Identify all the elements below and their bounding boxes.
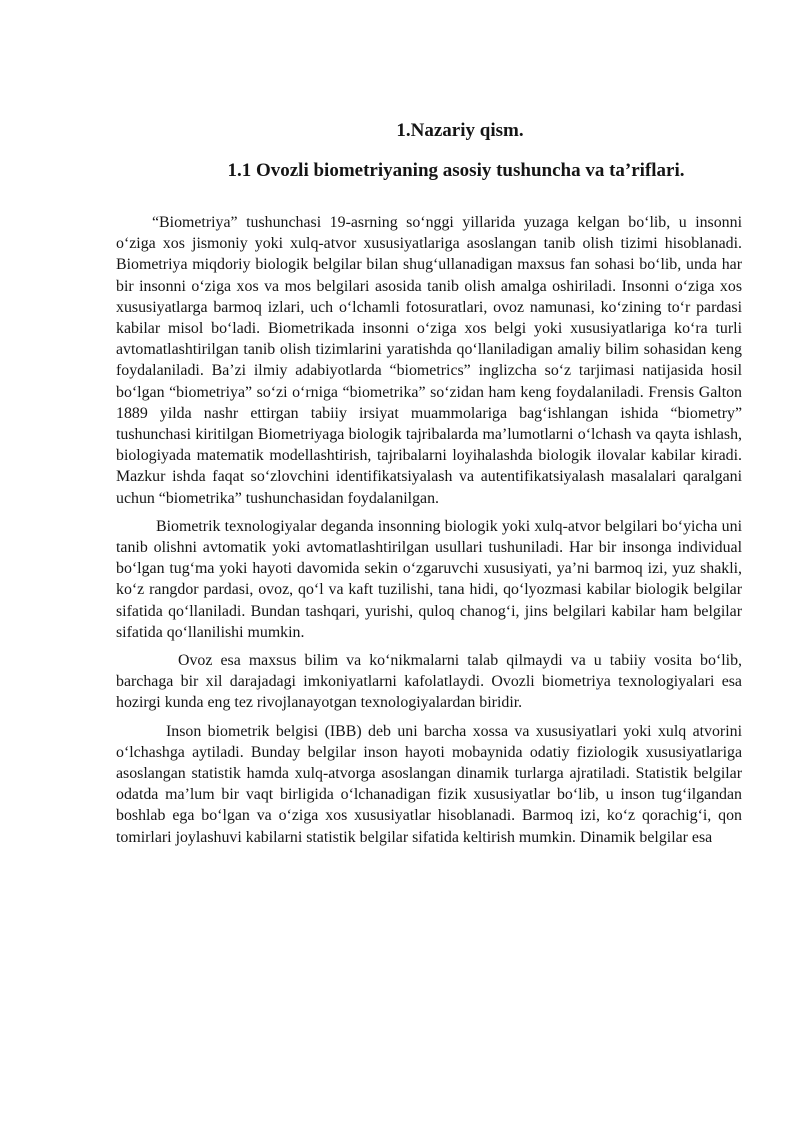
paragraph-ibb: Inson biometrik belgisi (IBB) deb uni barcha xossa va xususiyatlari yoki xulq atvorini o‘lchashga aytiladi. Bunday belgilar inson hayoti mobaynida odatiy fiziologik xususiyatlariga asoslangan statistik hamda xulq-atvorga asoslangan dinamik turlarga ajratiladi. Statistik belgilar odatda ma’lum bir vaqt birligida o‘lchanadigan fizik xususiyatlar bo‘lib, u inson tug‘ilgandan boshlab ega bo‘lgan va o‘ziga xos xususiyatlar hisoblanadi. Barmoq izi, ko‘z qorachig‘i, qon tomirlari joylashuvi kabilarni statistik belgilar sifatida keltirish mumkin. Dinamik belgilar esa [116, 722, 742, 846]
body-text [116, 212, 742, 855]
subsection-heading: 1.1 Ovozli biometriyaning asosiy tushuncha va ta’riflari. [227, 160, 685, 181]
paragraph-biometriya-definition: “Biometriya” tushunchasi 19-asrning so‘nggi yillarida yuzaga kelgan bo‘lib, u insonni o‘ziga xos jismoniy yoki xulq-atvor xususiyatlariga asoslangan tanib olish tizimi hisoblanadi. Biometriya miqdoriy biologik belgilar bilan shug‘ullanadigan maxsus fan sohasi bo‘lib, unda har bir insonni o‘ziga xos va mos belgilari asosida tanib olish amalga oshiriladi. Insonni o‘ziga xos xususiyatlarga barmoq izlari, uch o‘lchamli fotosuratlari, ovoz namunasi, ko‘zining to‘r pardasi kabilar misol bo‘ladi. Biometrikada insonni o‘ziga xos belgi yoki xususiyatlariga ko‘ra turli avtomatlashtirilgan tanib olish tizimlarini yaratishda qo‘llaniladigan amaliy bilim sohasidan keng foydalaniladi. Ba’zi ilmiy adabiyotlarda “biometrics” inglizcha so‘z tarjimasi natijasida hosil bo‘lgan “biometriya” so‘zi o‘rniga “biometrika” so‘zidan ham keng foydalaniladi. Frensis Galton 1889 yilda nashr ettirgan tabiiy irsiyat muammolariga bag‘ishlangan ishida “biometry” tushunchasi kiritilgan Biometriyaga biologik tajribalarda ma’lumotlarni o‘lchash va qayta ishlash, biologiyada matematik modellashtirish, tajribalarni loyihalashda biologik ilovalar kabilar kiradi. Mazkur ishda faqat so‘zlovchini identifikatsiyalash va autentifikatsiyalash masalalari qaralgani uchun “biometrika” tushunchasidan foydalanilgan. [116, 214, 742, 507]
paragraph-biometric-technologies: Biometrik texnologiyalar deganda insonning biologik yoki xulq-atvor belgilari bo‘yicha uni tanib olishni avtomatik yoki avtomatlashtirilgan usullari tushuniladi. Har bir insonga individual bo‘lgan tug‘ma yoki hayoti davomida sekin o‘zgaruvchi xususiyati, ya’ni barmoq izi, yuz shakli, ko‘z rangdor pardasi, ovoz, qo‘l va kaft tuzilishi, tana hidi, qo‘lyozmasi kabilar biologik belgilar sifatida qo‘llaniladi. Bundan tashqari, yurishi, quloq chanog‘i, jins belgilari kabilar ham belgilar sifatida qo‘llanilishi mumkin. [116, 517, 742, 641]
section-heading: 1.Nazariy qism. [396, 120, 524, 141]
paragraph-voice: Ovoz esa maxsus bilim va ko‘nikmalarni talab qilmaydi va u tabiiy vosita bo‘lib, barchaga bir xil darajadagi imkoniyatlarni kafolatlaydi. Ovozli biometriya texnologiyalari esa hozirgi kunda eng tez rivojlanayotgan texnologiyalardan biridir. [116, 652, 742, 712]
